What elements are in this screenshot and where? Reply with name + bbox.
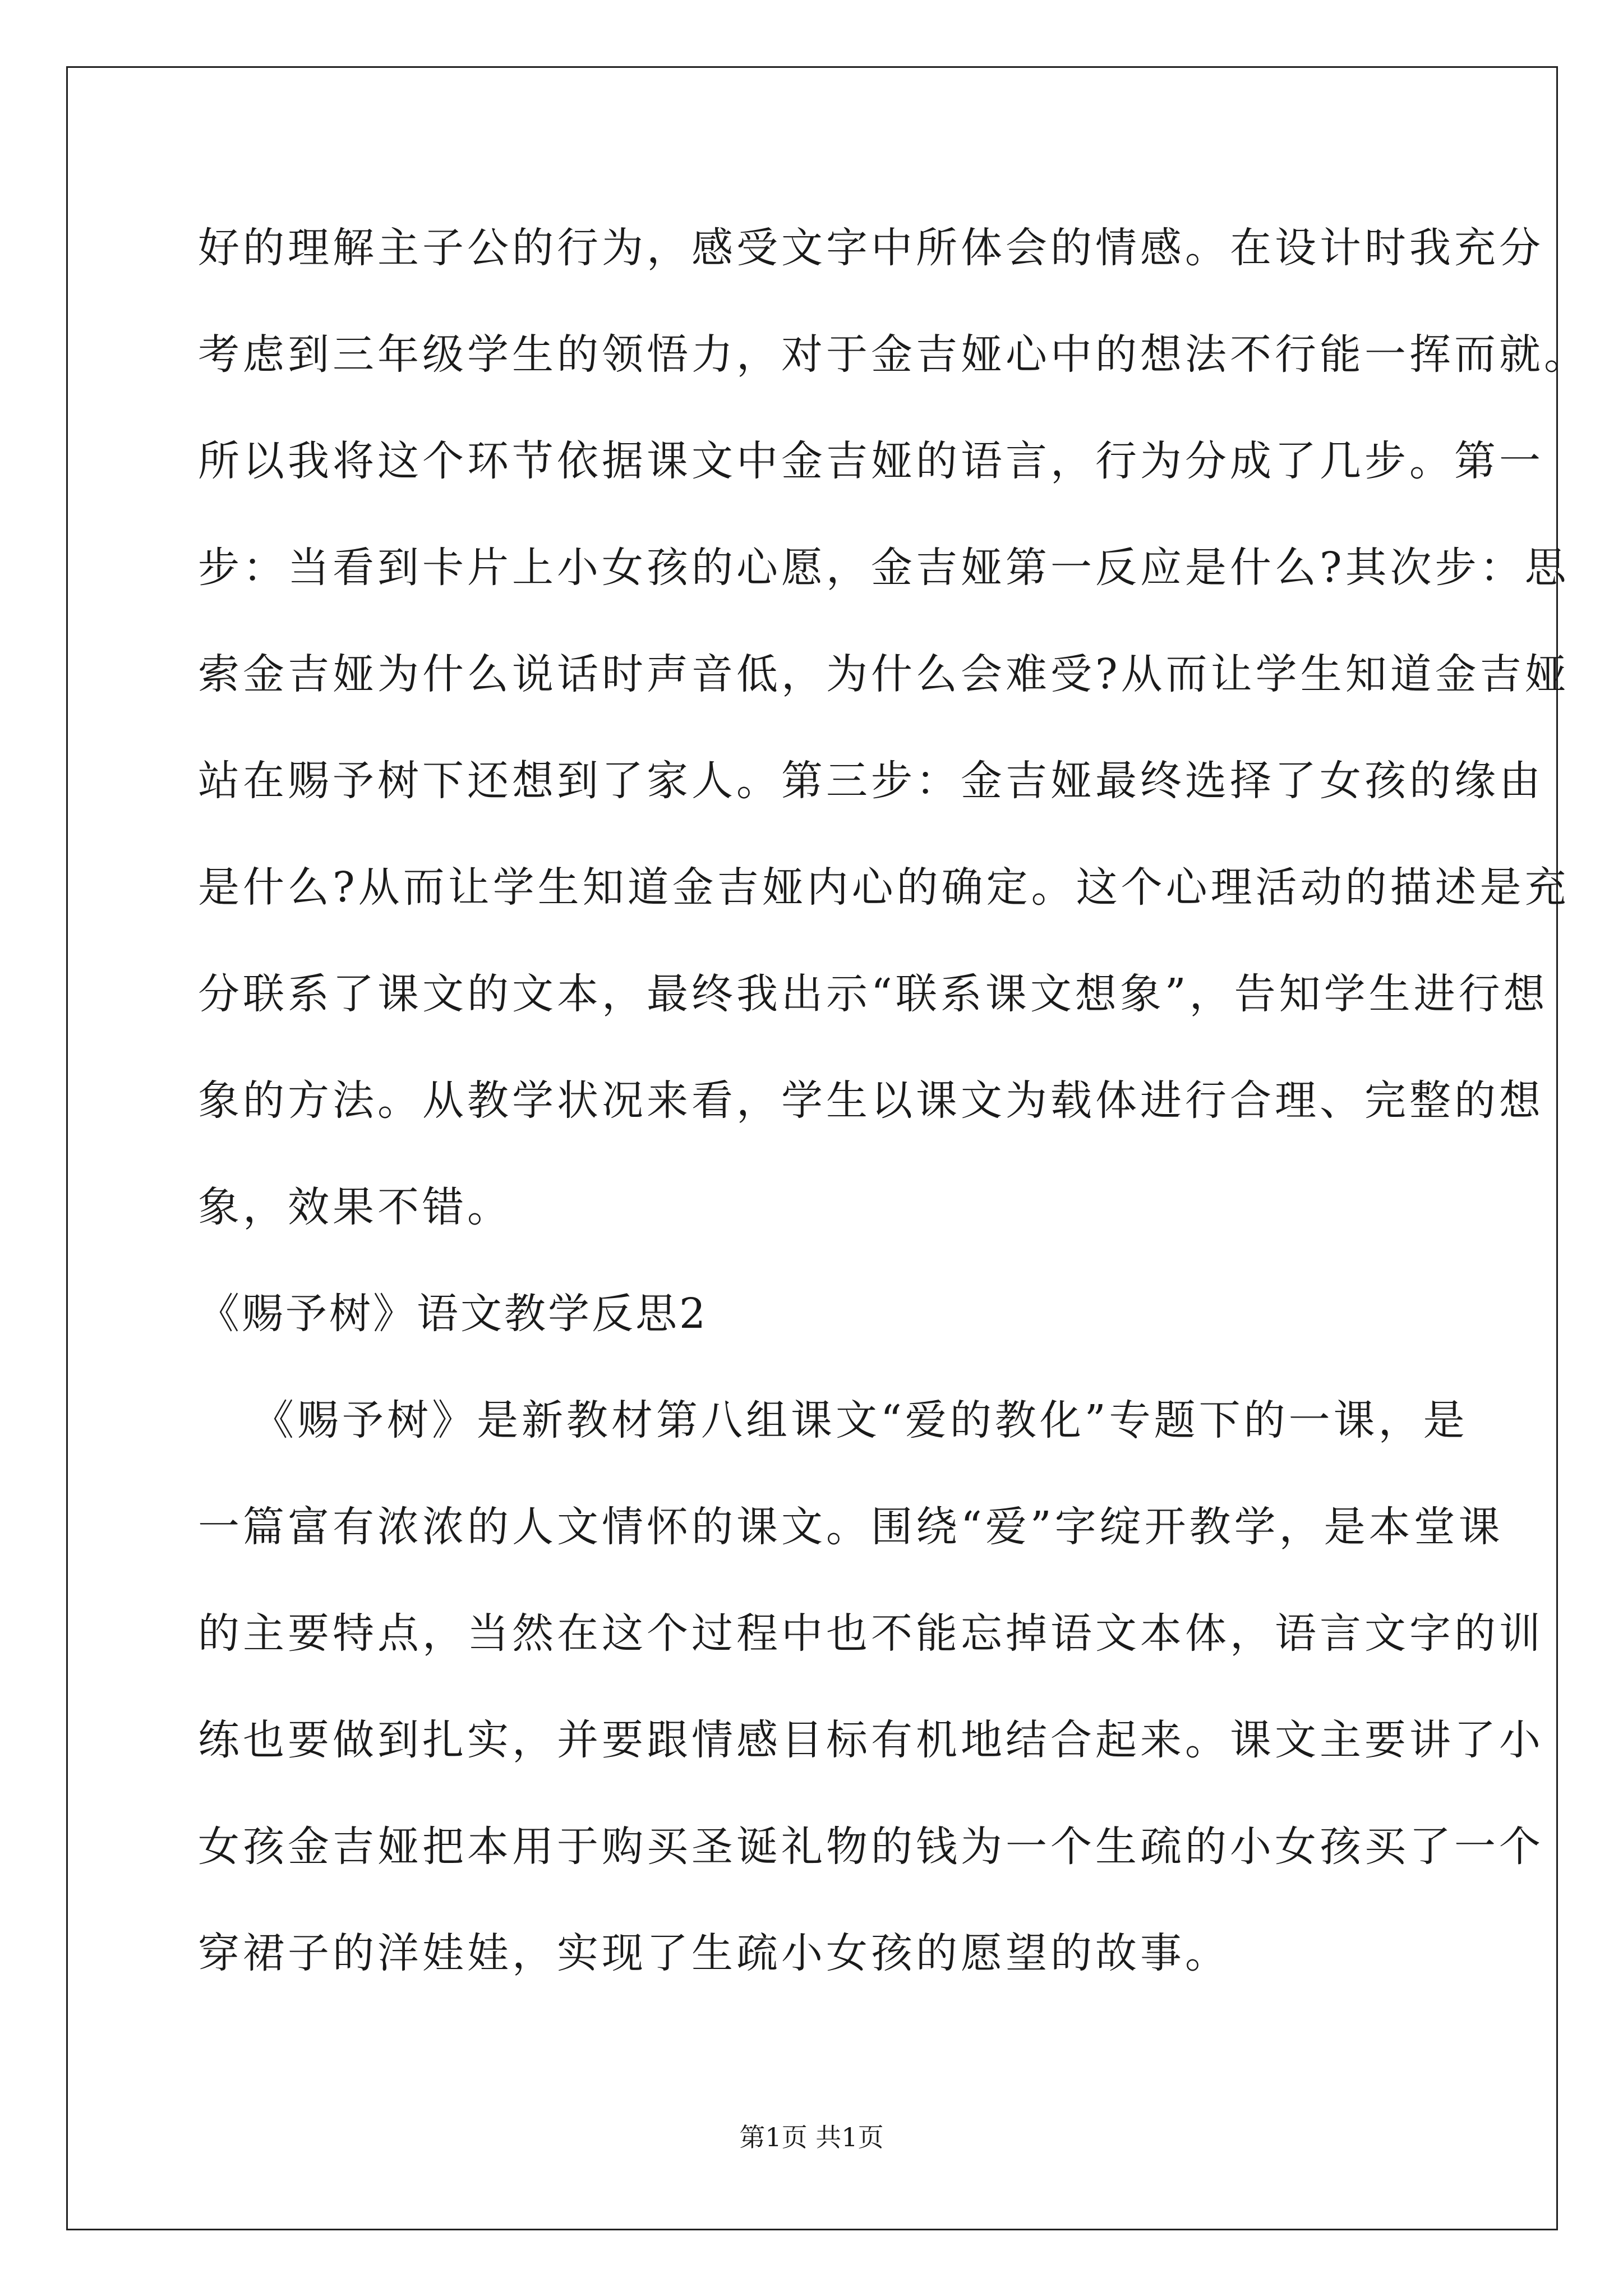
text-line: 步：当看到卡片上小女孩的心愿，金吉娅第一反应是什么?其次步：思 [198,544,1570,592]
text-line: 练也要做到扎实，并要跟情感目标有机地结合起来。课文主要讲了小 [198,1716,1544,1764]
text-line: 象的方法。从教学状况来看，学生以课文为载体进行合理、完整的想 [198,1076,1544,1125]
page-border [66,66,1589,2230]
text-line: 一篇富有浓浓的人文情怀的课文。围绕“爱”字绽开教学，是本堂课 [198,1503,1504,1551]
text-line: 好的理解主子公的行为，感受文字中所体会的情感。在设计时我充分 [198,224,1544,272]
text-line: 象，效果不错。 [198,1183,512,1231]
text-line: 分联系了课文的文本，最终我出示“联系课文想象”，告知学生进行想 [198,970,1548,1018]
page-footer: 第1页 共1页 [739,2122,884,2152]
text-line: 所以我将这个环节依据课文中金吉娅的语言，行为分成了几步。第一 [198,437,1544,485]
text-line: 考虑到三年级学生的领悟力，对于金吉娅心中的想法不行能一挥而就。 [198,330,1589,379]
text-line: 女孩金吉娅把本用于购买圣诞礼物的钱为一个生疏的小女孩买了一个 [198,1823,1544,1871]
text-line: 站在赐予树下还想到了家人。第三步：金吉娅最终选择了女孩的缘由 [198,757,1544,805]
text-line: 的主要特点，当然在这个过程中也不能忘掉语文本体，语言文字的训 [198,1609,1544,1658]
text-line: 《赐予树》是新教材第八组课文“爱的教化”专题下的一课，是 [252,1396,1468,1444]
section-heading: 《赐予树》语文教学反思2 [198,1290,708,1338]
text-line: 索金吉娅为什么说话时声音低，为什么会难受?从而让学生知道金吉娅 [198,650,1570,698]
text-line: 穿裙子的洋娃娃，实现了生疏小女孩的愿望的故事。 [198,1929,1230,1977]
text-line: 是什么?从而让学生知道金吉娅内心的确定。这个心理活动的描述是充 [198,863,1570,912]
